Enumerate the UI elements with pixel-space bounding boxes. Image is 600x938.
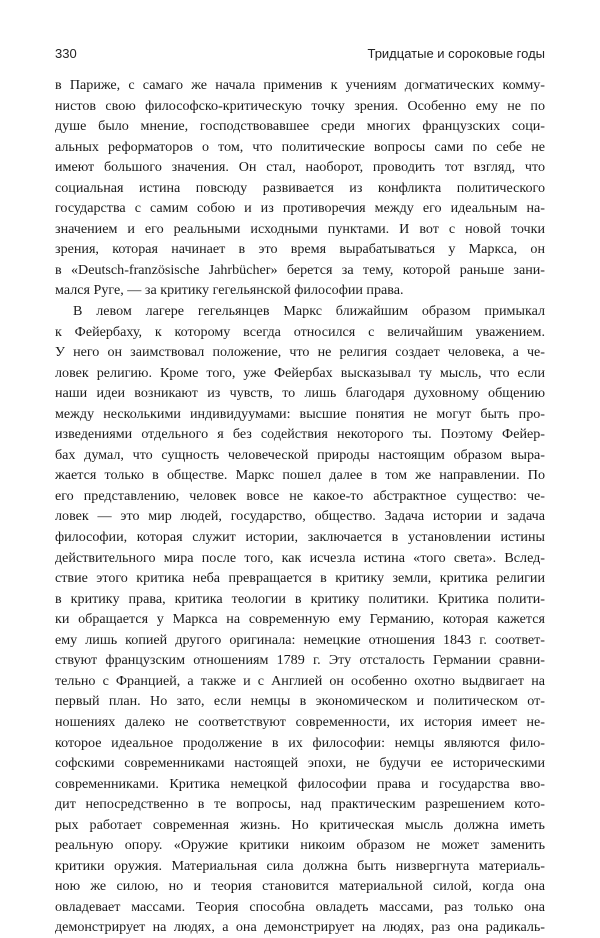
text-line: В левом лагере гегельянцев Маркс ближайшим образом примыкал xyxy=(73,303,545,320)
text-line: тельно с Францией, а также и с Англией он особенно охотно выдвигает на xyxy=(55,672,545,689)
body-text xyxy=(55,75,545,938)
text-line: имеют большого значения. Он стал, наоборот, проводить тот взгляд, что xyxy=(55,159,545,176)
text-line: ствие этого критика неба превращается в критику земли, критика религии xyxy=(55,570,545,587)
text-line: социальная истина повсюду развивается из конфликта политического xyxy=(55,179,545,196)
text-line: в Париже, с самаго же начала применив к учениям догматических комму- xyxy=(55,77,545,93)
text-line: демонстрирует на людях, а она демонстрирует на людях, раз она радикаль- xyxy=(55,919,545,936)
text-line: мался Руге, — за критику гегельянской философии права. xyxy=(55,282,404,299)
text-line: которое идеальное продолжение в их философии: немцы являются фило- xyxy=(55,734,545,751)
paragraph xyxy=(55,75,545,301)
text-line: первый план. Но зато, если немцы в экономическом и политическом от- xyxy=(55,693,545,710)
text-line: ки обращается у Маркса на современную ему Германию, которая кажется xyxy=(55,611,545,628)
text-line: значением и его реальными исходными пунктами. И вот с новой точки xyxy=(55,220,545,237)
page-number: 330 xyxy=(55,46,77,61)
text-line: в «Deutsch-französische Jahrbücher» берется за тему, которой раньше зани- xyxy=(55,261,545,278)
text-line: между несколькими индивидуумами: высшие понятия не могут быть про- xyxy=(55,405,545,422)
paragraph xyxy=(55,301,545,938)
text-line: наши идеи возникают из чувств, то лишь благодаря духовному общению xyxy=(55,385,545,402)
text-line: действительного мира после того, как исчезла истина «того света». Вслед- xyxy=(55,549,545,566)
text-line: софскими современниками настоящей эпохи, не будучи ее историческими xyxy=(55,755,545,772)
text-line: У него он заимствовал положение, что не религия создает человека, а че- xyxy=(55,344,545,361)
text-line: государства с самим собою и из противоречия между его идеальным на- xyxy=(55,200,545,217)
text-line: к Фейербаху, к которому всегда относился с величайшим уважением. xyxy=(55,323,545,340)
text-line: ношениях далеко не соответствуют современности, их история имеет не- xyxy=(55,713,545,730)
text-line: философии, которая служит истории, заключается в установлении истины xyxy=(55,529,545,546)
text-line: современниками. Критика немецкой философии права и государства вво- xyxy=(55,775,545,792)
text-line: в критику права, критика теологии в критику политики. Критика полити- xyxy=(55,590,545,607)
text-line: бах думал, что сущность человеческой природы настоящим образом выра- xyxy=(55,446,545,463)
text-line: ловек — это мир людей, государство, общество. Задача истории и задача xyxy=(55,508,545,525)
text-line: жается только в обществе. Маркс пошел далее в том же направлении. По xyxy=(55,467,545,484)
text-line: ствуют французским отношениям 1789 г. Эту отсталость Германии сравни- xyxy=(55,652,545,669)
running-head: Тридцатые и сороковые годы xyxy=(367,46,545,61)
text-line: изведениями отдельного я без содействия некоторого ты. Поэтому Фейер- xyxy=(55,426,545,443)
text-line: критики оружия. Материальная сила должна быть низвергнута материаль- xyxy=(55,857,545,874)
text-line: его представлению, человек вовсе не какое-то абстрактное существо: че- xyxy=(55,487,545,504)
text-line: рых работает современная жизнь. Но критическая мысль должна иметь xyxy=(55,816,545,833)
text-line: альных реформаторов о том, что политические вопросы сами по себе не xyxy=(55,138,545,155)
text-line: душе было мнение, господствовавшее среди многих французских соци- xyxy=(55,118,545,135)
text-line: нистов свою философско-критическую точку зрения. Особенно ему не по xyxy=(55,97,545,114)
text-line: реальную опору. «Оружие критики никоим образом не может заменить xyxy=(55,837,545,854)
text-line: овладевает массами. Теория способна овладеть массами, раз только она xyxy=(55,898,545,915)
text-line: дит непосредственно в те вопросы, над практическим разрешением кото- xyxy=(55,796,545,813)
text-line: ему лишь копией другого оригинала: немецкие отношения 1843 г. соответ- xyxy=(55,631,545,648)
text-line: зрения, которая начинает в это время вырабатываться у Маркса, он xyxy=(55,241,545,258)
text-line: ловек религию. Кроме того, уже Фейербах высказывал ту мысль, что если xyxy=(55,364,545,381)
text-line: ною же силою, но и теория становится материальной силой, когда она xyxy=(55,878,545,895)
page-header xyxy=(55,46,545,66)
